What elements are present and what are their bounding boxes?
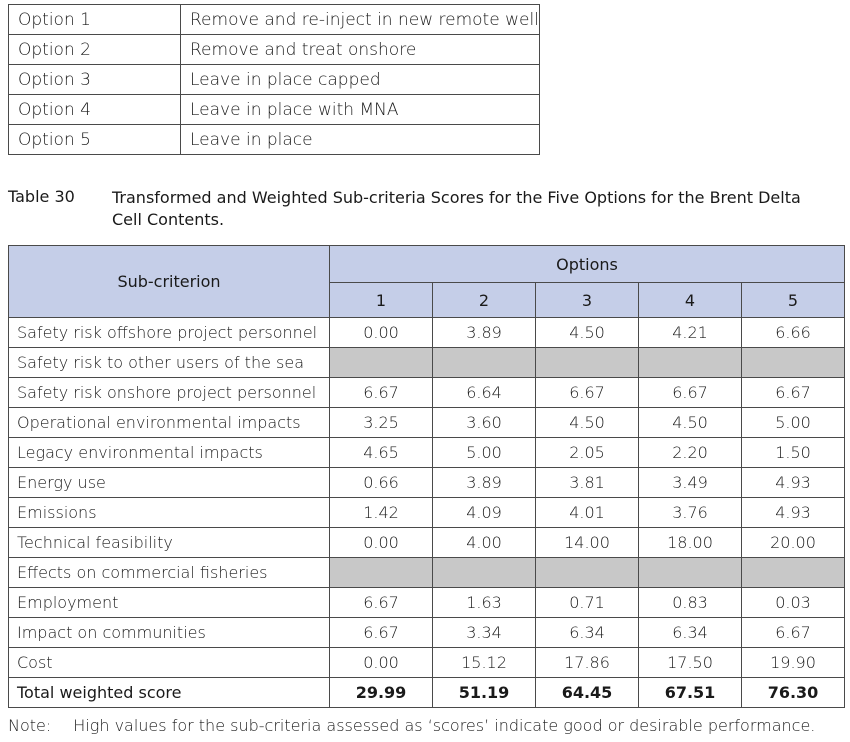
- total-score-cell: 76.30: [742, 678, 845, 708]
- option-label: Option 2: [9, 35, 181, 65]
- score-cell: 1.63: [433, 588, 536, 618]
- score-cell-blank: [639, 348, 742, 378]
- score-cell: 5.00: [742, 408, 845, 438]
- table-row: [9, 588, 845, 618]
- header-option-number: 5: [742, 283, 845, 318]
- table-row: [9, 318, 845, 348]
- option-label: Option 4: [9, 95, 181, 125]
- options-table: [8, 4, 540, 155]
- score-cell: 0.03: [742, 588, 845, 618]
- score-cell: 4.93: [742, 498, 845, 528]
- score-cell: 4.09: [433, 498, 536, 528]
- score-cell: 1.42: [330, 498, 433, 528]
- score-cell: 6.64: [433, 378, 536, 408]
- score-cell: 5.00: [433, 438, 536, 468]
- score-cell: 0.83: [639, 588, 742, 618]
- table-note: [8, 716, 815, 735]
- table-row: [9, 468, 845, 498]
- score-cell: 20.00: [742, 528, 845, 558]
- score-cell-blank: [742, 348, 845, 378]
- subcriterion-label: Effects on commercial fisheries: [9, 558, 330, 588]
- option-row: [9, 5, 540, 35]
- note-label: Note:: [8, 716, 52, 735]
- option-label: Option 3: [9, 65, 181, 95]
- score-cell: 3.25: [330, 408, 433, 438]
- score-cell: 6.67: [639, 378, 742, 408]
- score-cell: 4.50: [639, 408, 742, 438]
- table-row: [9, 648, 845, 678]
- option-description: Leave in place capped: [181, 65, 540, 95]
- score-cell: 2.05: [536, 438, 639, 468]
- total-label: Total weighted score: [9, 678, 330, 708]
- score-cell: 6.67: [330, 378, 433, 408]
- subcriterion-label: Safety risk onshore project personnel: [9, 378, 330, 408]
- subcriterion-label: Emissions: [9, 498, 330, 528]
- score-cell: 4.00: [433, 528, 536, 558]
- subcriterion-label: Energy use: [9, 468, 330, 498]
- table-row: [9, 528, 845, 558]
- score-cell-blank: [433, 348, 536, 378]
- score-cell: 3.49: [639, 468, 742, 498]
- table-row: [9, 348, 845, 378]
- score-cell-blank: [536, 348, 639, 378]
- subcriterion-label: Technical feasibility: [9, 528, 330, 558]
- score-cell-blank: [742, 558, 845, 588]
- options-table-body: [9, 5, 540, 155]
- total-score-cell: 67.51: [639, 678, 742, 708]
- option-label: Option 5: [9, 125, 181, 155]
- score-cell: 0.66: [330, 468, 433, 498]
- table-row: [9, 378, 845, 408]
- subcriterion-label: Employment: [9, 588, 330, 618]
- table-row: [9, 438, 845, 468]
- score-cell: 3.34: [433, 618, 536, 648]
- option-row: [9, 35, 540, 65]
- score-cell: 0.71: [536, 588, 639, 618]
- score-cell: 4.01: [536, 498, 639, 528]
- option-description: Remove and re-inject in new remote well: [181, 5, 540, 35]
- score-cell: 3.81: [536, 468, 639, 498]
- score-cell: 6.67: [742, 378, 845, 408]
- table-row: [9, 408, 845, 438]
- option-row: [9, 65, 540, 95]
- score-cell: 6.67: [330, 588, 433, 618]
- table-row: [9, 498, 845, 528]
- score-cell: 3.89: [433, 318, 536, 348]
- score-cell: 17.50: [639, 648, 742, 678]
- header-subcriterion: Sub-criterion: [9, 246, 330, 318]
- table-row: [9, 618, 845, 648]
- score-cell: 19.90: [742, 648, 845, 678]
- header-option-number: 3: [536, 283, 639, 318]
- score-cell: 3.89: [433, 468, 536, 498]
- score-cell-blank: [330, 558, 433, 588]
- total-score-cell: 29.99: [330, 678, 433, 708]
- score-cell: 4.21: [639, 318, 742, 348]
- scores-table-head: [9, 246, 845, 318]
- score-cell: 0.00: [330, 648, 433, 678]
- score-cell: 3.60: [433, 408, 536, 438]
- subcriterion-label: Safety risk to other users of the sea: [9, 348, 330, 378]
- table-row: [9, 558, 845, 588]
- scores-table-body: [9, 318, 845, 708]
- total-row: [9, 678, 845, 708]
- score-cell-blank: [330, 348, 433, 378]
- score-cell: 17.86: [536, 648, 639, 678]
- score-cell: 6.67: [536, 378, 639, 408]
- header-options: Options: [330, 246, 845, 283]
- subcriterion-label: Legacy environmental impacts: [9, 438, 330, 468]
- option-label: Option 1: [9, 5, 181, 35]
- subcriterion-label: Cost: [9, 648, 330, 678]
- score-cell-blank: [536, 558, 639, 588]
- header-row-top: [9, 246, 845, 283]
- option-row: [9, 95, 540, 125]
- score-cell: 2.20: [639, 438, 742, 468]
- table-caption-label: Table 30: [8, 187, 75, 206]
- score-cell-blank: [639, 558, 742, 588]
- score-cell: 0.00: [330, 528, 433, 558]
- subcriterion-label: Impact on communities: [9, 618, 330, 648]
- score-cell: 4.65: [330, 438, 433, 468]
- score-cell: 4.50: [536, 408, 639, 438]
- score-cell: 4.50: [536, 318, 639, 348]
- score-cell: 6.67: [330, 618, 433, 648]
- scores-table: [8, 245, 845, 708]
- header-option-number: 1: [330, 283, 433, 318]
- score-cell: 6.34: [639, 618, 742, 648]
- option-row: [9, 125, 540, 155]
- score-cell: 4.93: [742, 468, 845, 498]
- score-cell: 6.66: [742, 318, 845, 348]
- subcriterion-label: Safety risk offshore project personnel: [9, 318, 330, 348]
- option-description: Remove and treat onshore: [181, 35, 540, 65]
- table-caption-text: Transformed and Weighted Sub-criteria Scores for the Five Options for the Brent Delta Cell Contents.: [112, 188, 801, 229]
- score-cell: 15.12: [433, 648, 536, 678]
- score-cell: 0.00: [330, 318, 433, 348]
- score-cell: 3.76: [639, 498, 742, 528]
- score-cell: 14.00: [536, 528, 639, 558]
- score-cell: 1.50: [742, 438, 845, 468]
- header-option-number: 4: [639, 283, 742, 318]
- option-description: Leave in place: [181, 125, 540, 155]
- total-score-cell: 51.19: [433, 678, 536, 708]
- score-cell-blank: [433, 558, 536, 588]
- note-text: High values for the sub-criteria assessed as ‘scores’ indicate good or desirable performance.: [73, 716, 816, 735]
- score-cell: 6.67: [742, 618, 845, 648]
- score-cell: 18.00: [639, 528, 742, 558]
- option-description: Leave in place with MNA: [181, 95, 540, 125]
- score-cell: 6.34: [536, 618, 639, 648]
- header-option-number: 2: [433, 283, 536, 318]
- total-score-cell: 64.45: [536, 678, 639, 708]
- subcriterion-label: Operational environmental impacts: [9, 408, 330, 438]
